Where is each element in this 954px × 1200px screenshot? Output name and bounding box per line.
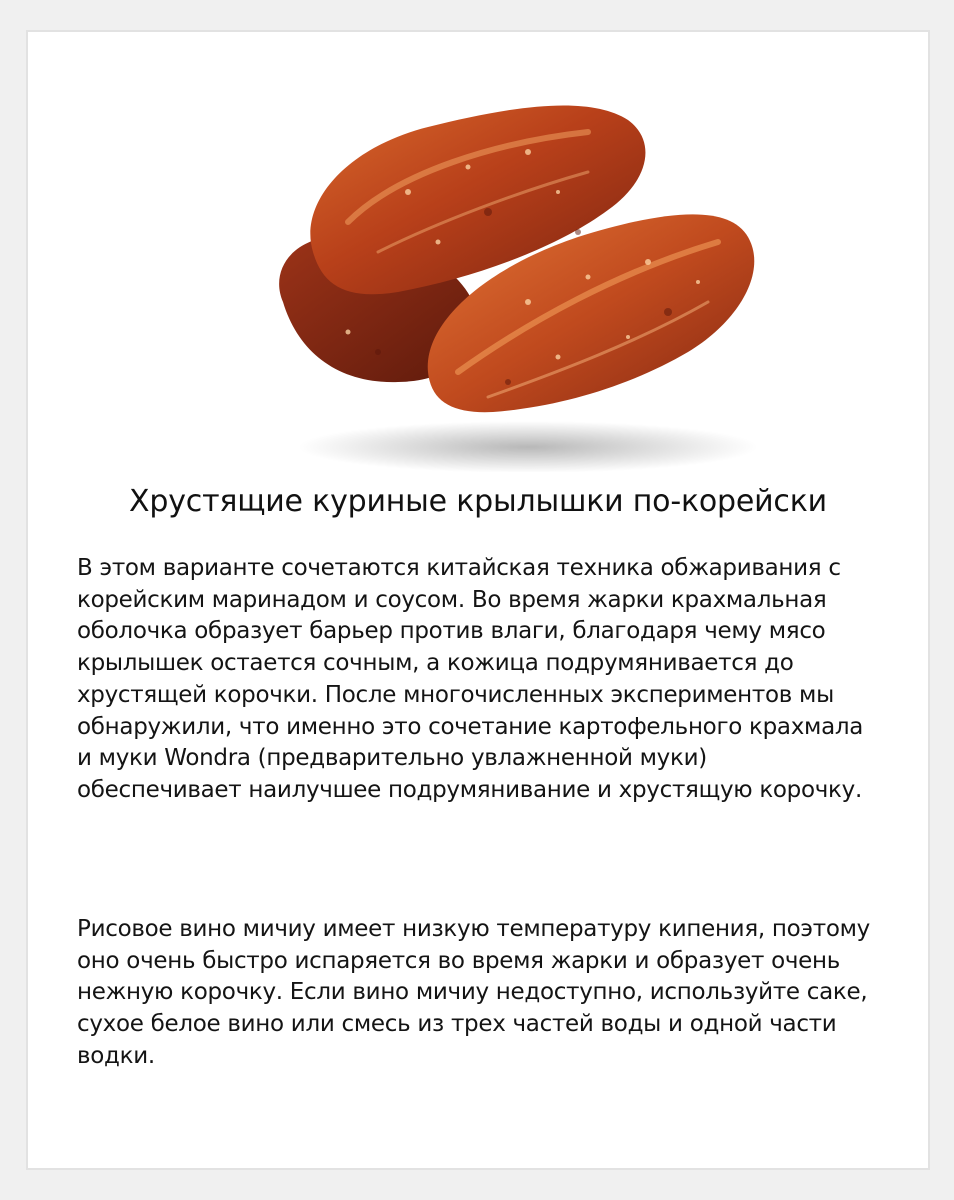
paragraph-technique: В этом варианте сочетаются китайская техника обжаривания с корейским маринадом и соусом. Во время жарки крахмальная оболочка образует барьер против влаги, благодаря чему мясо крылышек остается сочным, а кожица подрумянивается до хрустящей корочки. После многочисленных экспериментов мы обнаружили, что именно это сочетание картофельного крахмала и муки Wondra (предварительно увлажненной муки) обеспечивает наилучшее подрумянивание и хрустящую корочку.: [77, 555, 864, 803]
recipe-title: Хрустящие куриные крылышки по-корейски: [129, 484, 827, 519]
paragraph-rice-wine: Рисовое вино мичиу имеет низкую температуру кипения, поэтому оно очень быстро испаряется во время жарки и образует очень нежную корочку. Если вино мичиу недоступно, используйте саке, сухое белое вино или смесь из трех частей воды и одной части водки.: [77, 916, 870, 1069]
chicken-wings-photo: [228, 52, 768, 472]
recipe-card: [28, 32, 928, 1168]
